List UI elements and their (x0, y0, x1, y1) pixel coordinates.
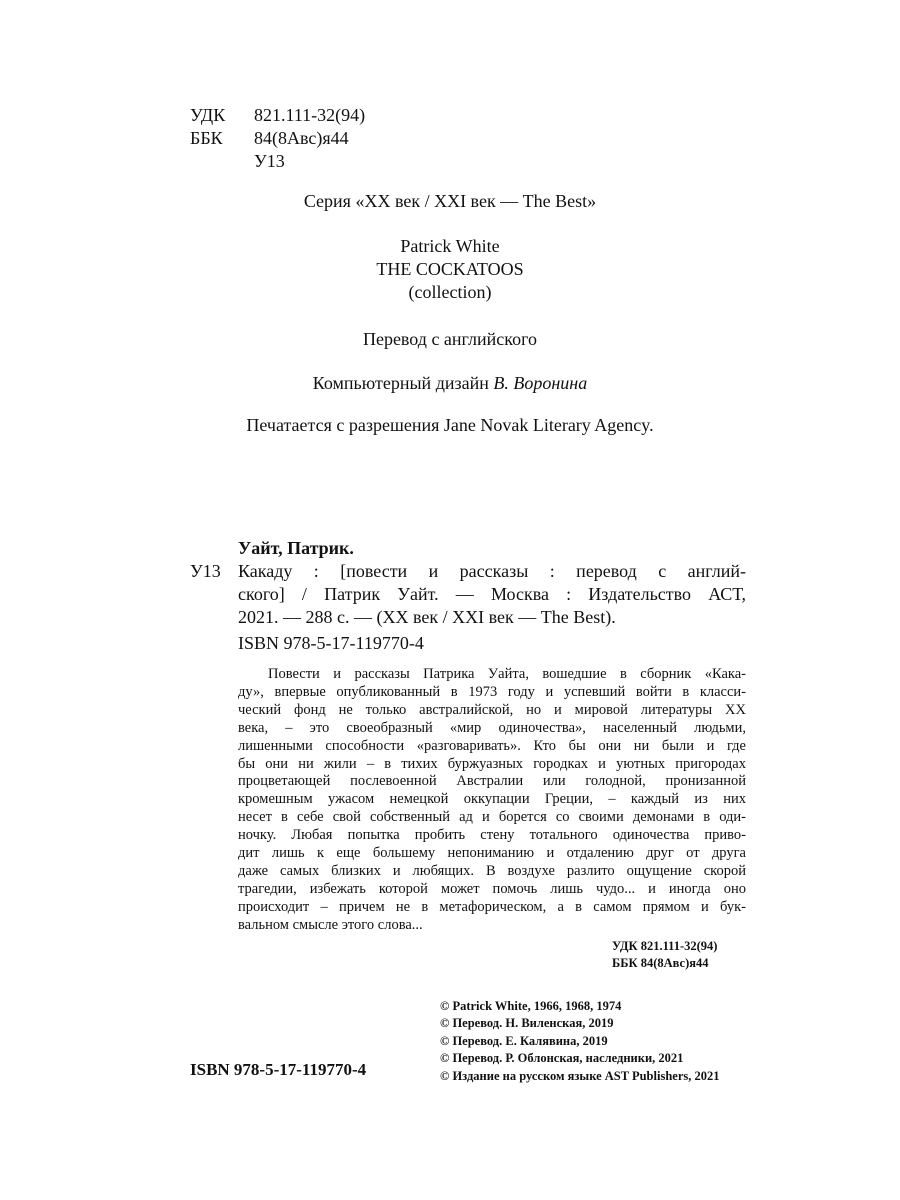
catalog-code: У13 (190, 561, 221, 581)
design-prefix: Компьютерный дизайн (312, 373, 494, 393)
annotation-line: даже самых близких и любящих. В воздухе разлито ощущение скорой (238, 862, 746, 879)
original-edition (0, 235, 900, 304)
annotation-line: вальном смысле этого слова... (238, 916, 423, 933)
classification-codes (190, 104, 365, 173)
udk-value: 821.111-32(94) (254, 105, 366, 125)
catalog-isbn: ISBN 978-5-17-119770-4 (238, 633, 424, 653)
design-credit (0, 372, 900, 395)
annotation-line: несет в себе свой собственный ад и борется со своими демонами в оди- (238, 809, 746, 826)
catalog-line: ского] / Патрик Уайт. — Москва : Издательство АСТ, (238, 584, 746, 604)
series-title: Серия «XX век / XXI век — The Best» (303, 191, 597, 211)
annotation-line: процветающей послевоенной Австралии или голодной, пронизанной (238, 773, 746, 790)
copyright-line: © Перевод. Е. Калявина, 2019 (440, 1033, 608, 1048)
copyright-line: © Patrick White, 1966, 1968, 1974 (440, 999, 622, 1013)
designer-name: В. Воронина (493, 373, 588, 393)
original-subtitle: (collection) (408, 282, 492, 302)
author-sign-row (190, 150, 365, 173)
copyright-block (440, 998, 720, 1085)
catalog-line: Какаду : [повести и рассказы : перевод с англий- (238, 561, 746, 581)
original-title: THE COCKATOOS (376, 259, 524, 279)
annotation-line: лишенными способности «разговаривать». Кто бы они ни были и где (238, 737, 746, 754)
bbk-value: 84(8Авс)я44 (254, 128, 349, 148)
udk-row (190, 104, 365, 127)
annotation-line: ду», впервые опубликованный в 1973 году и успевший войти в класси- (238, 683, 746, 700)
bbk-label: ББК (190, 128, 223, 148)
catalog-author: Уайт, Патрик. (238, 538, 354, 558)
translation-note: Перевод с английского (362, 329, 538, 349)
copyright-line: © Перевод. Н. Виленская, 2019 (440, 1016, 614, 1031)
annotation-line: кромешным ужасом немецкой оккупации Греции, – каждый из них (238, 791, 746, 808)
permission-note: Печатается с разрешения Jane Novak Literary Agency. (246, 415, 654, 435)
annotation-line: Повести и рассказы Патрика Уайта, вошедшие в сборник «Кака- (268, 666, 746, 682)
catalog-description (238, 560, 746, 629)
annotation-line: бы они ни жили – в тихих буржуазных городках и уютных пригородах (238, 755, 746, 772)
author-sign: У13 (254, 151, 285, 171)
udk-label: УДК (190, 105, 226, 125)
isbn-bottom: ISBN 978-5-17-119770-4 (190, 1060, 367, 1079)
annotation-bbk: ББК 84(8Авс)я44 (612, 956, 709, 970)
annotation-codes (612, 938, 717, 972)
annotation-line: ночку. Любая попытка пробить стену тотального одиночества приво- (238, 827, 746, 844)
annotation-line: дит лишь к еще большему непониманию и отдалению друг от друга (238, 845, 746, 862)
annotation-udk: УДК 821.111-32(94) (612, 939, 718, 953)
annotation-line: происходит – причем не в метафорическом, а в самом прямом и бук- (238, 898, 746, 915)
annotation (238, 666, 746, 935)
annotation-line: века, – это своеобразный «мир одиночества», населенный людьми, (238, 719, 746, 736)
copyright-line: © Перевод. Р. Облонская, наследники, 2021 (440, 1051, 684, 1066)
catalog-line: 2021. — 288 с. — (XX век / XXI век — The Best). (238, 607, 616, 627)
copyright-line: © Издание на русском языке AST Publishers, 2021 (440, 1068, 720, 1083)
original-author: Patrick White (400, 236, 500, 256)
annotation-line: ческий фонд не только австралийской, но и мировой литературы XX (238, 701, 746, 718)
bbk-row (190, 127, 365, 150)
annotation-line: трагедии, избежать которой может помочь лишь чудо... и иногда оно (238, 880, 746, 897)
